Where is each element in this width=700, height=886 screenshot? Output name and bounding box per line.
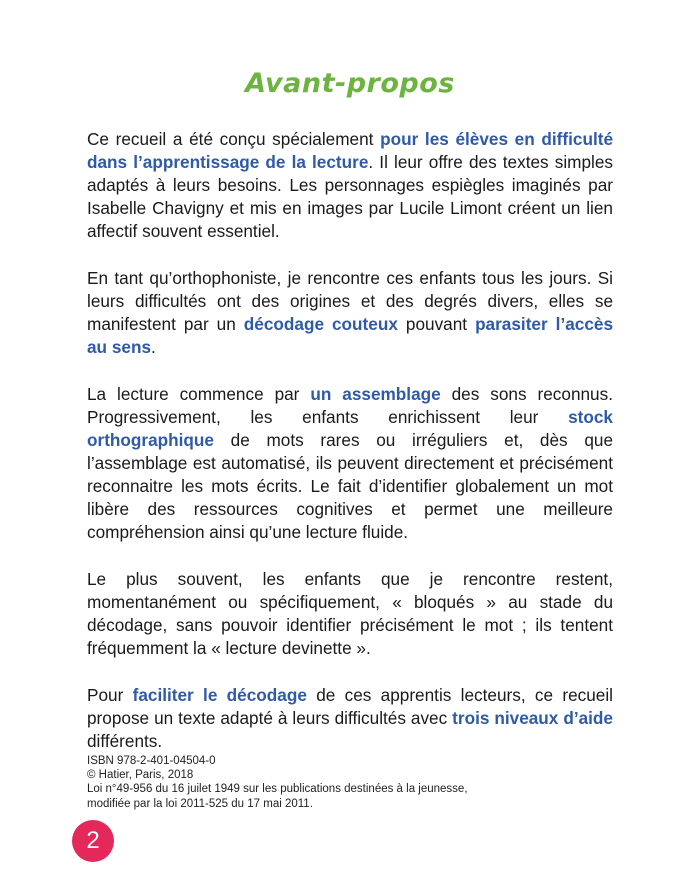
text-segment: différents. [87,731,163,751]
text-segment: La lecture commence par [87,384,311,404]
text-segment: En tant qu’orthophoniste, je rencontre ces enfants tous les jours. Si leurs difficultés ont des origines et des degrés divers, elles se manifestent par un [87,268,613,334]
paragraph [87,568,613,660]
law-line: modifiée par la loi 2011-525 du 17 mai 2011. [87,797,313,810]
foreword-body [87,128,613,777]
highlighted-phrase: faciliter le décodage [132,685,307,705]
text-segment: Le plus souvent, les enfants que je rencontre restent, momentanément ou spécifiquement, « bloqués » au stade du décodage, sans pouvoir identifier précisément le mot ; ils tentent fréquemment la « lecture devinette ». [87,569,613,658]
highlighted-phrase: trois niveaux d’aide [452,708,613,728]
highlighted-phrase: parasiter l’accès au sens [87,314,614,357]
page-title: Avant-propos [245,68,455,99]
page-number-badge: 2 [72,820,114,862]
paragraph [87,684,613,753]
highlighted-phrase: décodage couteux [243,314,398,334]
text-segment: pouvant [397,314,476,334]
legal-footer [87,754,468,811]
highlighted-phrase: pour les élèves en difficulté dans l’apprentissage de la lecture [87,129,614,172]
text-segment: . [151,337,156,357]
paragraph [87,383,613,544]
text-segment: Ce recueil a été conçu spécialement [87,129,381,149]
paragraph [87,128,613,243]
text-segment: de mots rares ou irréguliers et, dès que l’assemblage est automatisé, ils peuvent directement et précisément reconnaitre les mots écrits. Le fait d’identifier globalement un mot libère des ressources cognitives et permet une meilleure compréhension ainsi qu’une lecture fluide. [87,430,613,542]
isbn-line: ISBN 978-2-401-04504-0 [87,755,216,767]
text-segment: des sons reconnus. Progressivement, les enfants enrichissent leur [87,384,613,427]
text-segment: Pour [87,685,133,705]
copyright-line: © Hatier, Paris, 2018 [87,769,194,782]
highlighted-phrase: stock orthographique [87,407,613,450]
paragraph [87,267,613,359]
text-segment: de ces apprentis lecteurs, ce recueil propose un texte adapté à leurs difficultés avec [87,685,613,728]
law-line: Loi n°49-956 du 16 juilet 1949 sur les publications destinées à la jeunesse, [87,783,468,796]
highlighted-phrase: un assemblage [310,384,441,404]
text-segment: . Il leur offre des textes simples adaptés à leurs besoins. Les personnages espiègles imaginés par Isabelle Chavigny et mis en images par Lucile Limont créent un lien affectif souvent essentiel. [87,152,614,241]
